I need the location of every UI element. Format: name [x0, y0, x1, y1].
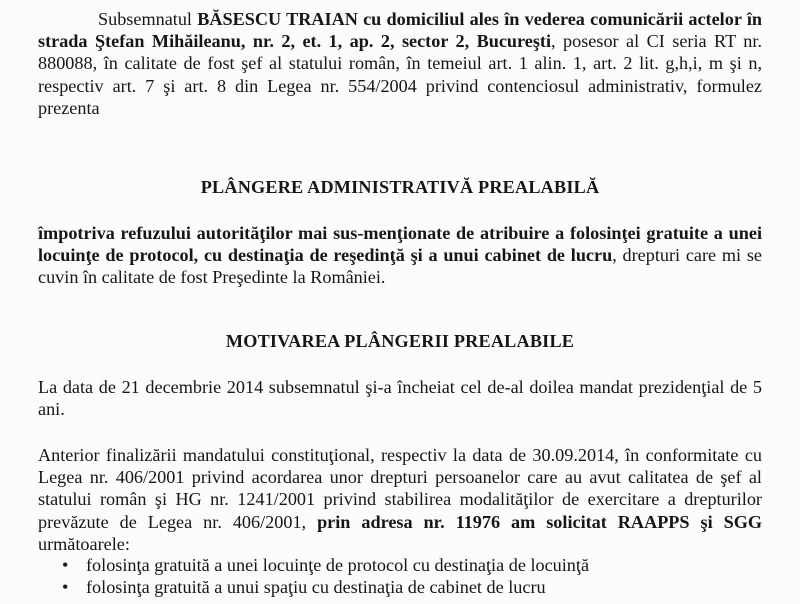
paragraph-mandate-end: La data de 21 decembrie 2014 subsemnatul şi-a încheiat cel de-al doilea mandat prezidenţial de 5 ani.: [38, 377, 762, 420]
heading-complaint-title: PLÂNGERE ADMINISTRATIVĂ PREALABILĂ: [200, 177, 600, 197]
bullet-icon: •: [62, 555, 69, 575]
request-bold-text: prin adresa nr. 11976 am solicitat RAAPPS şi SGG: [317, 511, 763, 532]
paragraph-request: [38, 444, 762, 555]
intro-text-end: , posesor al CI seria RT nr. 880088, în calitate de fost şef al statului român, în temeiul art. 1 alin. 1, art. 2 lit. g,h,i, m şi n, respectiv art. 7 şi art. 8 din Legea nr. 554/2004 privind contenciosul administrativ, formulez prezenta: [38, 31, 763, 118]
intro-text-start: Subsemnatul: [98, 9, 198, 29]
request-bullet-list: [38, 554, 762, 598]
intro-paragraph: [38, 8, 762, 119]
list-item-text: folosinţa gratuită a unui spaţiu cu destinaţia de cabinet de lucru: [86, 577, 546, 598]
list-item: [38, 554, 762, 576]
request-text-start: Anterior finalizării mandatului constituţional, respectiv la data de 30.09.2014, în conformitate cu Legea nr. 406/2001 privind acordarea unor drepturi persoanelor care au avut calitatea de şef al statului român şi HG nr. 1241/2001 privind stabilirea modalităţilor de exercitare a drepturilor prevăzute de Legea nr. 406/2001,: [38, 445, 762, 532]
bullet-icon: •: [62, 577, 69, 598]
list-item-text: folosinţa gratuită a unei locuinţe de protocol cu destinaţia de locuinţă: [86, 555, 590, 575]
complaint-bold-text: împotriva refuzului autorităţilor mai sus-menţionate de atribuire a folosinţei gratuite a unei locuinţe de protocol, cu destinaţia de reşedinţă şi a unui cabinet de lucru: [38, 223, 762, 266]
request-text-end: următoarele:: [38, 533, 130, 554]
intro-bold-name-address: BĂSESCU TRAIAN cu domiciliul ales în vederea comunicării actelor în strada Ştefan Mihăileanu, nr. 2, et. 1, ap. 2, sector 2, Bucureşti: [38, 9, 763, 52]
complaint-paragraph: [38, 222, 762, 289]
complaint-text-end: , drepturi care mi se cuvin în calitate de fost Preşedinte la României.: [38, 245, 762, 288]
list-item: [38, 576, 762, 598]
heading-motivation-title: MOTIVAREA PLÂNGERII PREALABILE: [225, 331, 575, 351]
